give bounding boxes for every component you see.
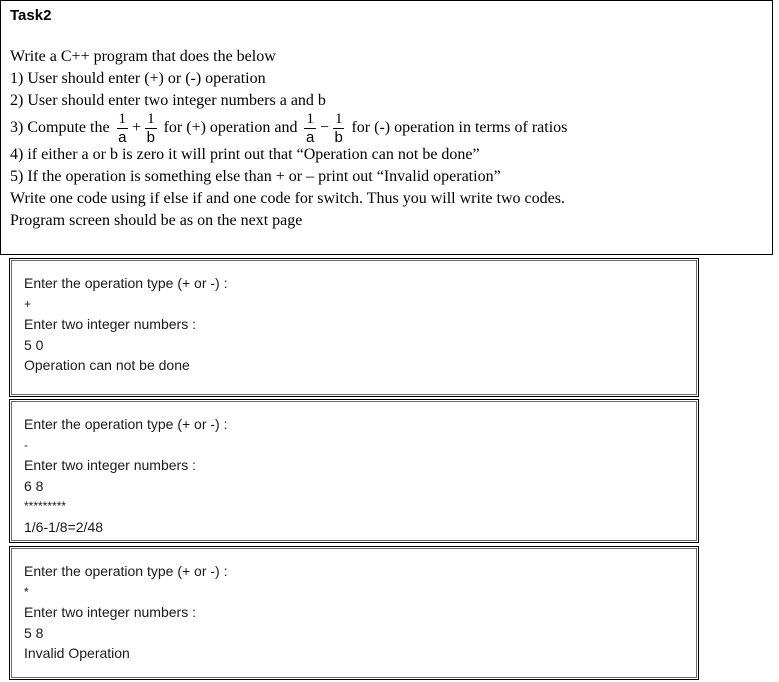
fraction-one-over-a	[304, 112, 316, 145]
operation-prompt: Enter the operation type (+ or -) :	[24, 563, 228, 579]
numbers-input: 5 8	[24, 624, 44, 641]
fraction-denominator-a: a	[306, 129, 315, 146]
minus-sign: −	[319, 119, 329, 137]
result-output: 1/6-1/8=2/48	[24, 518, 104, 535]
operation-prompt: Enter the operation type (+ or -) :	[24, 275, 228, 291]
numbers-prompt: Enter two integer numbers :	[24, 457, 196, 473]
fraction-denominator-b: b	[334, 129, 343, 146]
fraction-one-over-b	[333, 112, 345, 145]
numbers-input: 6 8	[24, 477, 44, 494]
task-instructions	[10, 46, 766, 232]
fraction-numerator: 1	[306, 111, 314, 127]
fraction-denominator-b: b	[146, 129, 155, 146]
operation-prompt: Enter the operation type (+ or -) :	[24, 416, 228, 432]
instruction-step-3	[10, 112, 766, 144]
fraction-one-over-b	[145, 112, 157, 145]
console-output-zero-case	[9, 258, 699, 397]
task-description-box	[0, 0, 773, 255]
step-3-middle: for (+) operation and	[163, 119, 298, 137]
instruction-two-codes: Write one code using if else if and one code for switch. Thus you will write two codes.	[10, 190, 565, 207]
fraction-numerator: 1	[334, 111, 343, 127]
fraction-numerator: 1	[118, 111, 127, 127]
console-output-invalid-case	[9, 546, 699, 680]
operation-input: -	[24, 437, 28, 452]
numbers-prompt: Enter two integer numbers :	[24, 604, 196, 620]
numbers-prompt: Enter two integer numbers :	[24, 316, 196, 332]
operation-input: +	[24, 296, 32, 311]
instruction-next-page: Program screen should be as on the next page	[10, 212, 303, 229]
result-output: Operation can not be done	[24, 357, 190, 373]
task-title: Task2	[10, 7, 52, 24]
console-output-minus-case	[9, 399, 699, 543]
step-3-prefix: 3) Compute the	[10, 119, 110, 137]
operation-input: *	[24, 584, 29, 599]
separator-line: *********	[24, 499, 67, 513]
step-3-suffix: for (-) operation in terms of ratios	[351, 119, 568, 137]
fraction-denominator-a: a	[118, 129, 127, 146]
instruction-step-2: 2) User should enter two integer numbers a and b	[10, 92, 326, 109]
instruction-intro: Write a C++ program that does the below	[10, 48, 276, 65]
instruction-step-5: 5) If the operation is something else than + or – print out “Invalid operation”	[10, 168, 501, 185]
numbers-input: 5 0	[24, 336, 44, 353]
fraction-one-over-a	[117, 112, 129, 145]
instruction-step-1: 1) User should enter (+) or (-) operation	[10, 70, 266, 87]
instruction-step-4: 4) if either a or b is zero it will print out that “Operation can not be done”	[10, 146, 480, 163]
result-output: Invalid Operation	[24, 645, 130, 661]
plus-sign: +	[132, 119, 142, 137]
fraction-numerator: 1	[147, 111, 155, 127]
